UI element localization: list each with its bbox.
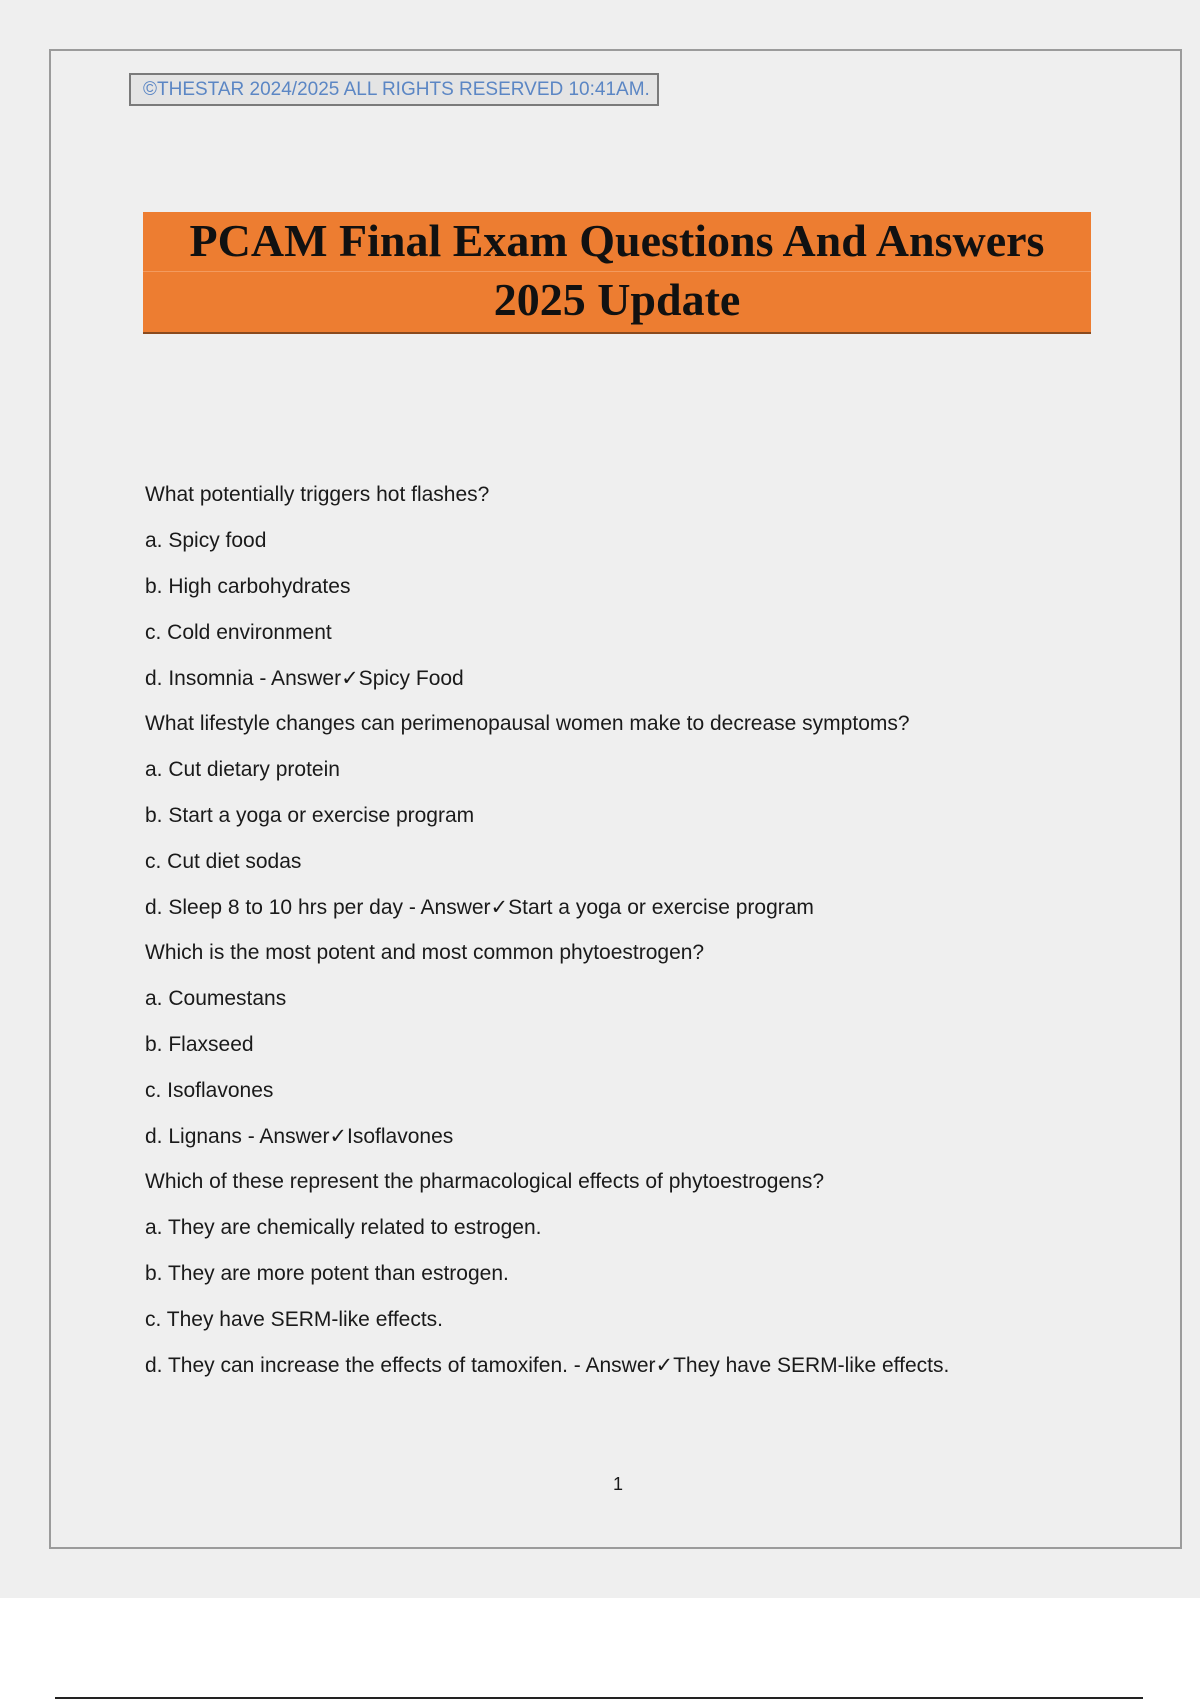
question-1-option-b: b. High carbohydrates [145,575,351,598]
question-2-option-b: b. Start a yoga or exercise program [145,804,475,827]
question-1: What potentially triggers hot flashes? [145,483,490,506]
question-4: Which of these represent the pharmacological effects of phytoestrogens? [145,1170,825,1193]
question-3-option-b: b. Flaxseed [145,1033,254,1056]
question-3-option-c: c. Isoflavones [145,1079,274,1102]
question-2-option-a: a. Cut dietary protein [145,758,340,781]
copyright-notice [129,73,659,106]
title-line-1: PCAM Final Exam Questions And Answers [189,215,1045,266]
question-4-option-d-answer: d. They can increase the effects of tamoxifen. - Answer✓They have SERM-like effects. [145,1354,950,1377]
copyright-text: ©THESTAR 2024/2025 ALL RIGHTS RESERVED 10:41AM. [143,79,650,100]
question-4-option-a: a. They are chemically related to estrogen. [145,1216,542,1239]
next-page-top-rule [55,1697,1143,1699]
question-1-option-d-answer: d. Insomnia - Answer✓Spicy Food [145,667,464,690]
page-number: 1 [612,1474,623,1494]
question-2-option-d-answer: d. Sleep 8 to 10 hrs per day - Answer✓Start a yoga or exercise program [145,896,814,919]
title-banner [143,212,1091,334]
question-4-option-b: b. They are more potent than estrogen. [145,1262,509,1285]
question-3-option-d-answer: d. Lignans - Answer✓Isoflavones [145,1125,454,1148]
question-2-option-c: c. Cut diet sodas [145,850,302,873]
question-1-option-a: a. Spicy food [145,529,267,552]
title-line-2: 2025 Update [493,274,741,325]
question-4-option-c: c. They have SERM-like effects. [145,1308,444,1331]
question-3: Which is the most potent and most common phytoestrogen? [145,941,705,964]
question-2: What lifestyle changes can perimenopausal women make to decrease symptoms? [145,712,910,735]
question-3-option-a: a. Coumestans [145,987,287,1010]
question-1-option-c: c. Cold environment [145,621,332,644]
question-list [145,479,1105,1395]
